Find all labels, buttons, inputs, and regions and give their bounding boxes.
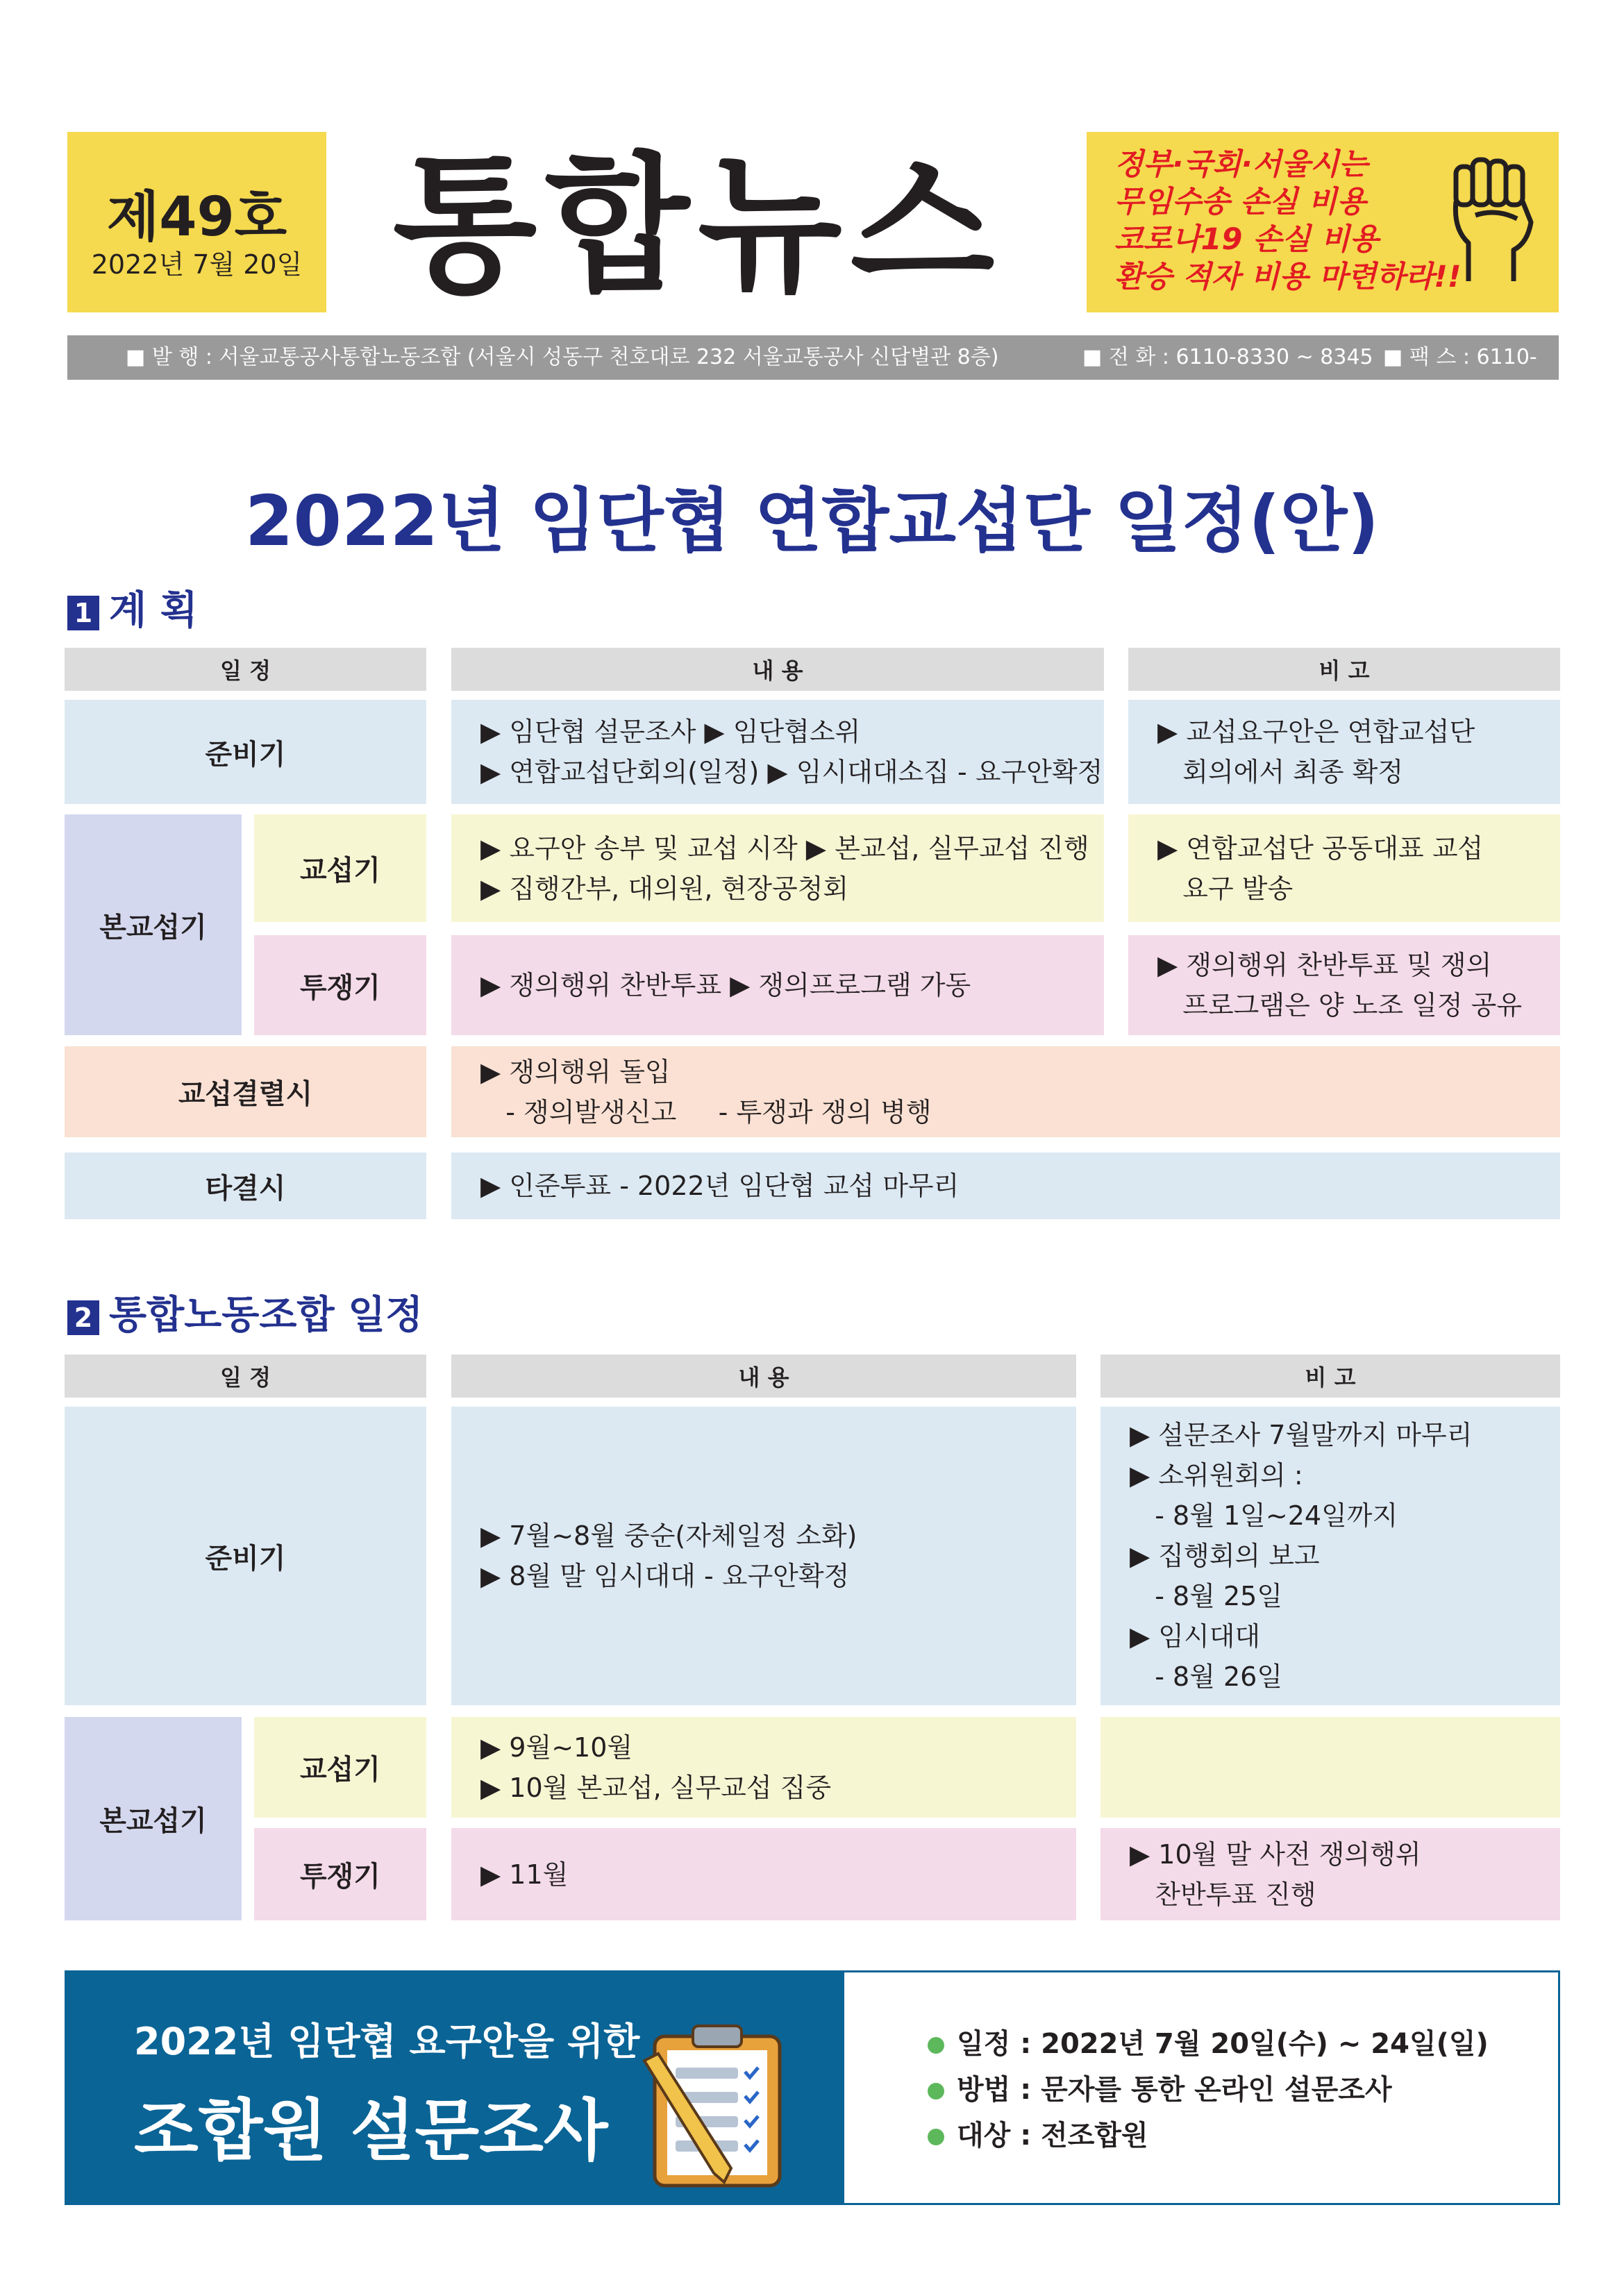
row-content: [451, 1828, 1076, 1920]
note-line: 요구 발송: [1157, 873, 1294, 904]
survey-details: [842, 1970, 1560, 2205]
table-header: 내 용: [451, 1355, 1076, 1398]
table-header: 일 정: [65, 648, 426, 691]
note-line: - 8월 25일: [1130, 1581, 1283, 1611]
note-line: 회의에서 최종 확정: [1157, 757, 1404, 787]
masthead-title: 통합뉴스: [392, 138, 1003, 312]
group-label: 본교섭기: [65, 1717, 242, 1920]
content-line: ▶ 8월 말 임시대대 - 요구안확정: [480, 1561, 850, 1591]
slogan-line: 무임수송 손실 비용: [1114, 185, 1366, 219]
survey-info-text: 대상 : 전조합원: [957, 2120, 1148, 2152]
table-header: 비 고: [1128, 648, 1560, 691]
row-content: [451, 1153, 1560, 1219]
bullet-dot-icon: [928, 2129, 944, 2145]
content-line: ▶ 임단협 설문조사 ▶ 임단협소위: [480, 717, 861, 747]
raised-fist-icon: [1441, 146, 1545, 285]
content-line: ▶ 11월: [480, 1859, 569, 1890]
bullet-dot-icon: [928, 2037, 944, 2054]
issue-box: [67, 132, 326, 312]
note-line: ▶ 소위원회의 :: [1130, 1460, 1303, 1491]
row-note: [1100, 1828, 1560, 1920]
row-content: [451, 1407, 1076, 1705]
publisher-info-bar: [67, 335, 1559, 414]
survey-subtitle: 2022년 임단협 요구안을 위한: [134, 2020, 640, 2063]
phone-text: ■ 전 화 : 6110-8330 ~ 8345: [1082, 345, 1373, 369]
note-line: ▶ 집행회의 보고: [1130, 1541, 1320, 1571]
note-line: ▶ 임시대대: [1130, 1621, 1261, 1652]
survey-title: 조합원 설문조사: [134, 2092, 608, 2170]
row-label: 투쟁기: [254, 1828, 426, 1920]
survey-info-item: [928, 2021, 1489, 2067]
row-label: 투쟁기: [254, 935, 426, 1035]
table-header: 비 고: [1100, 1355, 1560, 1398]
row-content: [451, 1046, 1560, 1137]
table-header: 일 정: [65, 1355, 426, 1398]
note-line: - 8월 1일~24일까지: [1130, 1500, 1398, 1531]
row-note: [1100, 1407, 1560, 1705]
note-line: - 8월 26일: [1130, 1661, 1283, 1692]
row-label: 교섭결렬시: [65, 1046, 426, 1137]
fax-text: ■ 팩 스 : 6110-8339: [1383, 345, 1537, 414]
row-label: 교섭기: [254, 1717, 426, 1818]
clipboard-checklist-icon: [641, 2019, 801, 2193]
content-line: ▶ 쟁의행위 찬반투표 ▶ 쟁의프로그램 가동: [480, 970, 971, 1000]
content-line: ▶ 10월 본교섭, 실무교섭 집중: [480, 1772, 832, 1803]
section-1-heading: [67, 580, 198, 635]
issue-date: 2022년 7월 20일: [91, 249, 303, 280]
content-line: ▶ 요구안 송부 및 교섭 시작 ▶ 본교섭, 실무교섭 진행: [480, 832, 1089, 864]
row-label: 타결시: [65, 1153, 426, 1219]
survey-banner: [65, 1970, 842, 2205]
survey-info-list: [928, 2021, 1489, 2159]
row-content: [451, 814, 1104, 922]
row-label: 교섭기: [254, 814, 426, 922]
survey-info-text: 일정 : 2022년 7월 20일(수) ~ 24일(일): [957, 2028, 1489, 2060]
note-line: 프로그램은 양 노조 일정 공유: [1157, 990, 1523, 1021]
note-line: ▶ 쟁의행위 찬반투표 및 쟁의: [1157, 950, 1492, 980]
content-line: ▶ 7월~8월 중순(자체일정 소화): [480, 1520, 857, 1551]
slogan-line: 정부·국회·서울시는: [1114, 147, 1368, 182]
content-line: ▶ 연합교섭단회의(일정) ▶ 임시대대소집 - 요구안확정: [480, 757, 1103, 787]
note-line: ▶ 10월 말 사전 쟁의행위: [1130, 1838, 1421, 1870]
slogan-line: 코로나19 손실 비용: [1114, 222, 1379, 257]
issue-number: 제49호: [106, 186, 287, 249]
note-line: 찬반투표 진행: [1130, 1879, 1316, 1910]
section-title: 계 획: [109, 588, 198, 633]
row-note: [1128, 814, 1560, 922]
section-2-heading: [67, 1284, 423, 1340]
section-title: 통합노동조합 일정: [109, 1293, 424, 1338]
row-label: 준비기: [65, 1407, 426, 1705]
slogan-line: 환승 적자 비용 마련하라!!: [1114, 260, 1462, 294]
note-line: ▶ 설문조사 7월말까지 마무리: [1130, 1420, 1473, 1450]
note-line: ▶ 연합교섭단 공동대표 교섭: [1157, 832, 1484, 864]
content-line: - 쟁의발생신고 - 투쟁과 쟁의 병행: [480, 1096, 932, 1128]
row-label: 준비기: [65, 700, 426, 804]
bullet-dot-icon: [928, 2083, 944, 2100]
table-header: 내 용: [451, 648, 1104, 691]
note-line: ▶ 교섭요구안은 연합교섭단: [1157, 717, 1475, 747]
survey-info-item: [928, 2113, 1489, 2159]
survey-info-text: 방법 : 문자를 통한 온라인 설문조사: [957, 2074, 1392, 2106]
section-number-badge: 2: [67, 1300, 99, 1335]
group-label: 본교섭기: [65, 814, 242, 1035]
page-title: 2022년 임단협 연합교섭단 일정(안): [244, 480, 1380, 562]
slogan-box: [1087, 132, 1559, 312]
section-number-badge: 1: [67, 596, 99, 630]
content-line: ▶ 쟁의행위 돌입: [480, 1056, 671, 1087]
row-note: [1128, 935, 1560, 1035]
content-line: ▶ 인준투표 - 2022년 임단협 교섭 마무리: [480, 1171, 960, 1201]
content-line: ▶ 9월~10월: [480, 1732, 633, 1763]
row-content: [451, 700, 1104, 804]
survey-info-item: [928, 2067, 1489, 2113]
slogan-text: [1114, 146, 1462, 296]
content-line: ▶ 집행간부, 대의원, 현장공청회: [480, 873, 849, 904]
row-content: [451, 1717, 1076, 1818]
row-note: [1128, 700, 1560, 804]
row-content: [451, 935, 1104, 1035]
publisher-text: ■ 발 행 : 서울교통공사통합노동조합 (서울시 성동구 천호대로 232 서울교통공사 신답별관 8층): [126, 345, 999, 369]
row-note-empty: [1100, 1717, 1560, 1818]
